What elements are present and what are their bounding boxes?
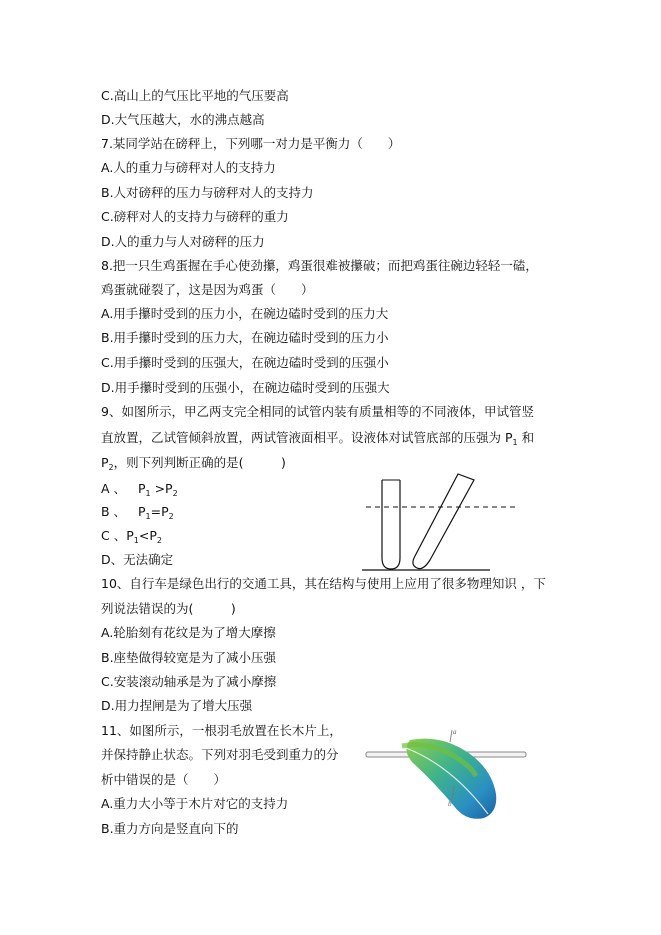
q11-option-a: A.重力大小等于木片对它的支持力: [101, 796, 289, 811]
q9-line3-text: ，则下列判断正确的是( ): [113, 455, 286, 470]
q9-b-label: B 、: [101, 504, 127, 519]
q9-p2-sub: 2: [108, 463, 114, 472]
question-11-line2: 并保持静止状态。下列对羽毛受到重力的分: [101, 747, 339, 762]
marker-a-line: [450, 730, 452, 742]
question-8-line1: 8.把一只生鸡蛋握在手心使劲攥，鸡蛋很难被攥破；而把鸡蛋往碗边轻轻一磕，: [101, 258, 538, 273]
question-8-line2: 鸡蛋就碰裂了，这是因为鸡蛋（ ）: [101, 282, 314, 297]
q7-option-a: A.人的重力与磅秤对人的支持力: [101, 160, 276, 175]
q9-c-rel: <P: [138, 528, 157, 543]
q9-option-d: D、无法确定: [101, 552, 174, 567]
q9-b-sub1: 1: [145, 512, 151, 521]
tilted-tube: [413, 474, 474, 569]
q9-a-label: A 、: [101, 481, 127, 496]
option-d-prev: D.大气压越大，水的沸点越高: [101, 112, 265, 127]
q10-option-b: B.座垫做得较宽是为了减小压强: [101, 650, 277, 665]
marker-b-label: b: [448, 800, 452, 808]
q9-b-rel: =P: [150, 504, 169, 519]
q8-option-a: A.用手攥时受到的压力小，在碗边磕时受到的压力大: [101, 306, 389, 321]
test-tube-figure: [360, 472, 525, 574]
question-9-line2: [101, 430, 534, 451]
q9-option-b: [101, 504, 174, 525]
q9-a-rel: >P: [154, 481, 173, 496]
q10-option-a: A.轮胎刻有花纹是为了增大摩擦: [101, 625, 276, 640]
question-11-line3: 析中错误的是（ ）: [101, 772, 227, 787]
q9-p2: P: [101, 455, 109, 470]
q9-option-a: [101, 481, 178, 502]
question-9-line3: [101, 455, 286, 476]
marker-a-label: a: [453, 728, 457, 736]
q9-b-p1: P: [137, 504, 146, 519]
question-7: 7.某同学站在磅秤上，下列哪一对力是平衡力（ ）: [101, 136, 401, 151]
question-10-line2: 列说法错误的为( ): [101, 601, 236, 616]
q10-option-c: C.安装滚动轴承是为了减小摩擦: [101, 674, 277, 689]
q7-option-b: B.人对磅秤的压力与磅秤对人的支持力: [101, 185, 314, 200]
q11-option-b: B.重力方向是竖直向下的: [101, 821, 239, 836]
q8-option-d: D.用手攥时受到的压强小，在碗边磕时受到的压强大: [101, 380, 390, 395]
question-11-line1: 11、如图所示，一根羽毛放置在长木片上，: [101, 723, 342, 738]
q9-a-p1: P: [137, 481, 146, 496]
q9-c-label: C 、P: [101, 528, 134, 543]
q7-option-d: D.人的重力与人对磅秤的压力: [101, 234, 265, 249]
q9-line2-text: 直放置，乙试管倾斜放置，两试管液面相平。设液体对试管底部的压强为 P: [101, 430, 513, 445]
q8-option-c: C.用手攥时受到的压强大，在碗边磕时受到的压强小: [101, 355, 389, 370]
q9-a-sub2: 2: [172, 489, 178, 498]
q10-option-d: D.用力捏闸是为了增大压强: [101, 698, 253, 713]
q7-option-c: C.磅秤对人的支持力与磅秤的重力: [101, 209, 289, 224]
q9-sub1: 1: [512, 438, 518, 447]
q9-option-c: [101, 528, 162, 549]
q9-b-sub2: 2: [168, 512, 174, 521]
question-10-line1: 10、自行车是绿色出行的交通工具，其在结构与使用上应用了很多物理知识 ，下: [101, 576, 546, 591]
q9-c-sub1: 1: [133, 536, 139, 545]
feather-figure: [362, 726, 527, 826]
q9-c-sub2: 2: [156, 536, 162, 545]
vertical-tube: [382, 480, 400, 569]
q9-and: 和: [521, 430, 535, 445]
q9-a-sub1: 1: [145, 489, 151, 498]
option-c-prev: C.高山上的气压比平地的气压要高: [101, 88, 289, 103]
question-9-line1: 9、如图所示，甲乙两支完全相同的试管内装有质量相等的不同液体，甲试管竖: [101, 404, 534, 419]
q8-option-b: B.用手攥时受到的压力大，在碗边磕时受到的压力小: [101, 330, 389, 345]
